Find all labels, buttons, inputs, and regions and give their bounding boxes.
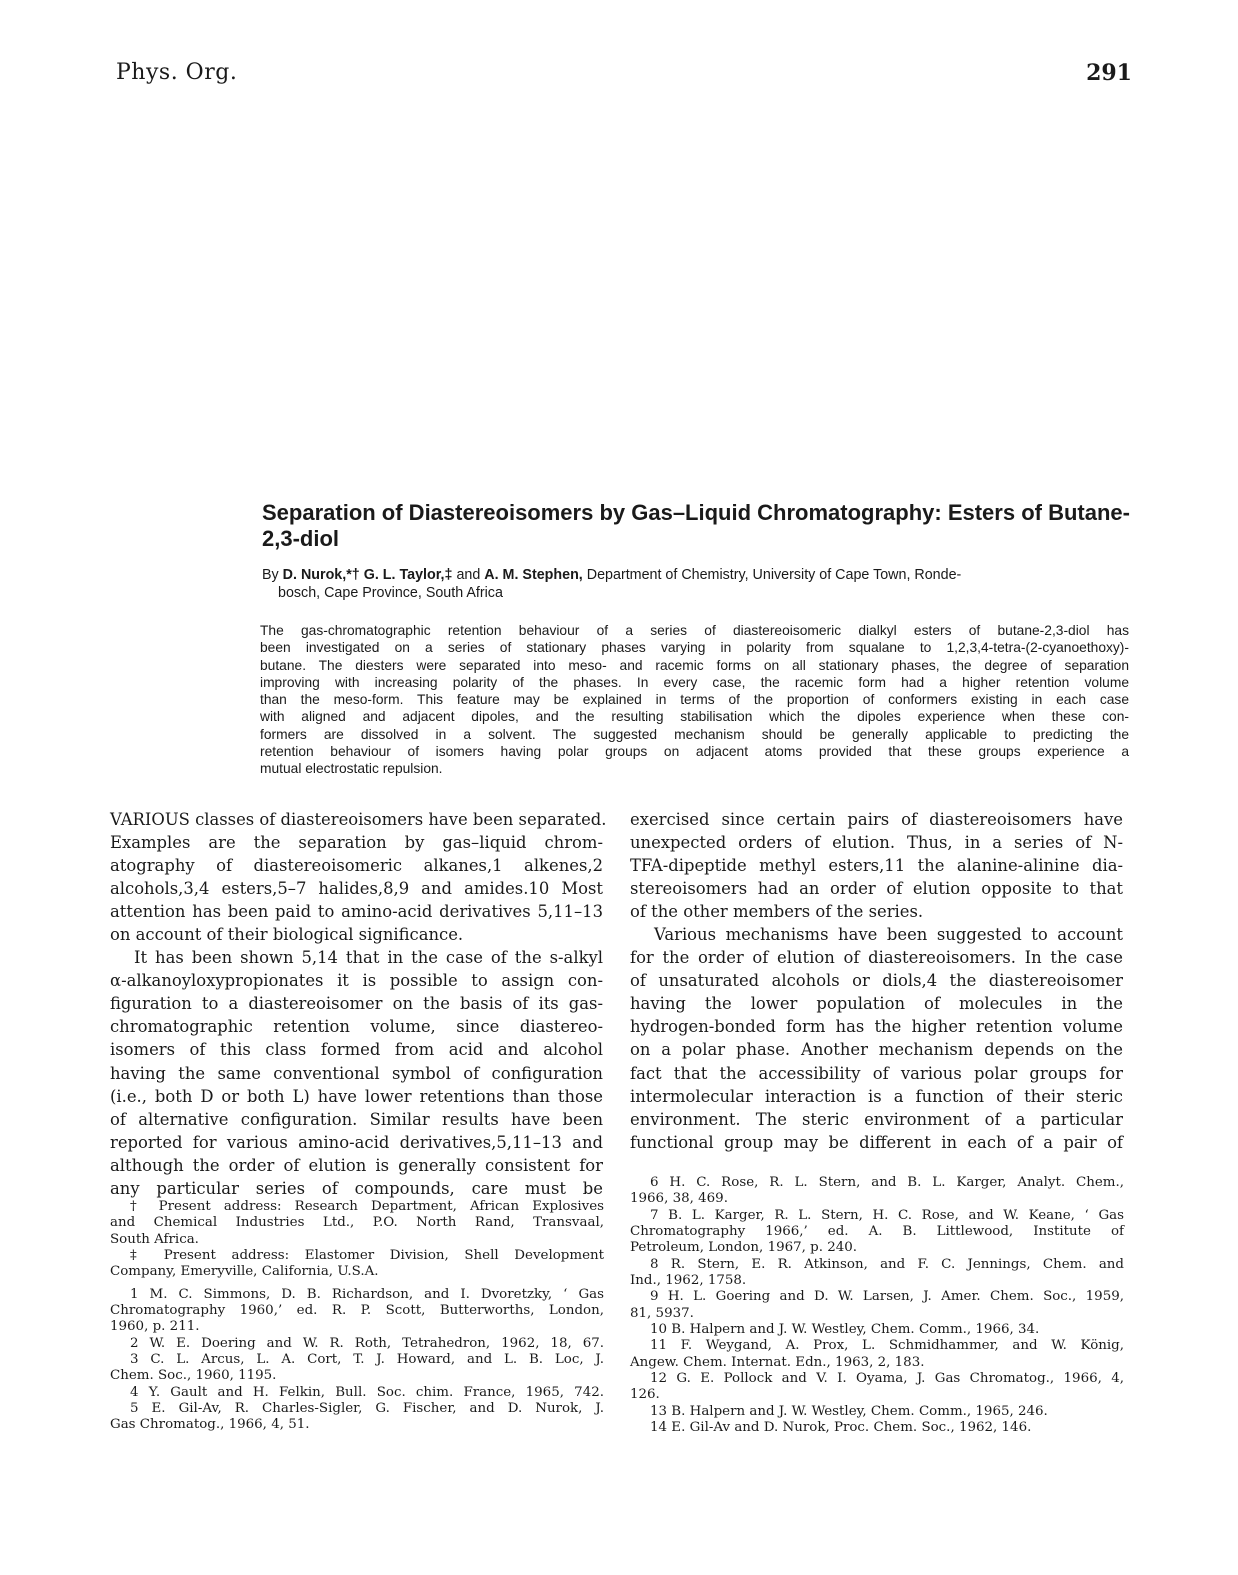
body-column-left xyxy=(110,808,607,1200)
abstract-line: improving with increasing polarity of the phases. In every case, the racemic form had a higher retention volume xyxy=(260,674,1129,690)
abstract-line: butane. The diesters were separated into meso- and racemic forms on all stationary phases, the degree of separation xyxy=(260,657,1129,673)
footnotes-right xyxy=(630,1175,1124,1437)
body-line: alcohols,3,4 esters,5–7 halides,8,9 and amides.10 Most xyxy=(110,879,603,899)
body-line: although the order of elution is generally consistent for xyxy=(110,1155,603,1175)
body-line: It has been shown 5,14 that in the case of the s-alkyl xyxy=(134,948,603,968)
body-line: unexpected orders of elution. Thus, in a series of N- xyxy=(630,833,1123,853)
body-line: α-alkanoyloxypropionates it is possible to assign con- xyxy=(110,971,603,991)
body-line: any particular series of compounds, care must be xyxy=(110,1178,603,1198)
body-line: on a polar phase. Another mechanism depends on the xyxy=(630,1040,1123,1060)
abstract xyxy=(260,622,1129,778)
body-line: of alternative configuration. Similar results have been xyxy=(110,1109,603,1129)
reference-line: 11 F. Weygand, A. Prox, L. Schmidhammer, and W. König, xyxy=(650,1338,1124,1354)
reference-line: 13 B. Halpern and J. W. Westley, Chem. Comm., 1965, 246. xyxy=(650,1403,1048,1419)
footnote-line: South Africa. xyxy=(110,1231,199,1247)
body-line: having the same conventional symbol of configuration xyxy=(110,1063,603,1083)
abstract-line: than the meso-form. This feature may be explained in terms of the proportion of conformers existing in each case xyxy=(260,692,1129,708)
reference-line: 12 G. E. Pollock and V. I. Oyama, J. Gas Chromatog., 1966, 4, xyxy=(650,1371,1124,1387)
abstract-line: The gas-chromatographic retention behaviour of a series of diastereoisomeric dialkyl esters of butane-2,3-diol has xyxy=(260,623,1129,638)
abstract-line: formers are dissolved in a solvent. The suggested mechanism should be generally applicable to predicting the xyxy=(260,726,1129,742)
reference-line: 1960, p. 211. xyxy=(110,1319,200,1335)
body-line: Examples are the separation by gas–liquid chrom- xyxy=(110,833,603,853)
reference-line: 9 H. L. Goering and D. W. Larsen, J. Amer. Chem. Soc., 1959, xyxy=(650,1289,1124,1305)
body-line: of unsaturated alcohols or diols,4 the diastereoisomer xyxy=(630,971,1123,991)
byline-and: and xyxy=(456,567,481,583)
body-line: intermolecular interaction is a function of their steric xyxy=(630,1086,1123,1106)
reference-line: 7 B. L. Karger, R. L. Stern, H. C. Rose, and W. Keane, ‘ Gas xyxy=(650,1207,1124,1223)
body-line: TFA-dipeptide methyl esters,11 the alanine-alinine dia- xyxy=(630,856,1123,876)
footnote-line: Company, Emeryville, California, U.S.A. xyxy=(110,1264,379,1280)
abstract-line: with aligned and adjacent dipoles, and the resulting stabilisation which the dipoles experience when these con- xyxy=(260,709,1129,725)
reference-line: 6 H. C. Rose, R. L. Stern, and B. L. Karger, Analyt. Chem., xyxy=(650,1175,1124,1190)
reference-line: 3 C. L. Arcus, L. A. Cort, T. J. Howard, and L. B. Loc, J. xyxy=(130,1352,604,1368)
abstract-line: mutual electrostatic repulsion. xyxy=(260,761,443,777)
author-taylor: G. L. Taylor,‡ xyxy=(363,567,453,583)
reference-line: Chem. Soc., 1960, 1195. xyxy=(110,1368,277,1384)
body-line: Various mechanisms have been suggested to account xyxy=(654,925,1123,945)
article-title: Separation of Diastereoisomers by Gas–Liquid Chromatography: Esters of Butane-2,3-diol xyxy=(262,500,1130,551)
abstract-line: retention behaviour of isomers having polar groups on adjacent atoms provided that these groups experience a xyxy=(260,744,1129,760)
reference-line: Ind., 1962, 1758. xyxy=(630,1273,747,1289)
footnotes-left xyxy=(110,1199,604,1434)
body-line: fact that the accessibility of various polar groups for xyxy=(630,1063,1123,1083)
body-line: hydrogen-bonded form has the higher retention volume xyxy=(630,1017,1123,1037)
reference-line: 126. xyxy=(630,1387,660,1403)
byline xyxy=(262,566,1130,602)
reference-line: 1 M. C. Simmons, D. B. Richardson, and I. Dvoretzky, ‘ Gas xyxy=(130,1286,604,1302)
reference-line: 2 W. E. Doering and W. R. Roth, Tetrahedron, 1962, 18, 67. xyxy=(130,1335,604,1351)
body-line: for the order of elution of diastereoisomers. In the case xyxy=(630,948,1123,968)
reference-line: 4 Y. Gault and H. Felkin, Bull. Soc. chim. France, 1965, 742. xyxy=(130,1384,604,1400)
body-line: atography of diastereoisomeric alkanes,1 alkenes,2 xyxy=(110,856,603,876)
body-line: attention has been paid to amino-acid derivatives 5,11–13 xyxy=(110,902,603,922)
body-line: exercised since certain pairs of diastereoisomers have xyxy=(630,810,1123,829)
author-nurok: D. Nurok,*† xyxy=(282,567,360,583)
body-line: having the lower population of molecules in the xyxy=(630,994,1123,1014)
reference-line: Gas Chromatog., 1966, 4, 51. xyxy=(110,1417,310,1433)
body-line: environment. The steric environment of a particular xyxy=(630,1109,1123,1129)
body-line: chromatographic retention volume, since diastereo- xyxy=(110,1017,603,1037)
abstract-line: been investigated on a series of stationary phases varying in polarity from squalane to 1,2,3,4-tetra-(2-cyanoethoxy)- xyxy=(260,640,1129,656)
body-line: functional group may be different in each of a pair of xyxy=(630,1132,1123,1152)
page-number: 291 xyxy=(1086,60,1132,86)
affiliation: Department of Chemistry, University of Cape Town, Ronde- xyxy=(586,567,962,583)
body-line: on account of their biological significance. xyxy=(110,925,464,945)
footnote-line: and Chemical Industries Ltd., P.O. North Rand, Transvaal, xyxy=(110,1215,604,1231)
body-line: (i.e., both D or both L) have lower retentions than those xyxy=(110,1086,603,1106)
body-line: figuration to a diastereoisomer on the basis of its gas- xyxy=(110,994,603,1014)
byline-by: By xyxy=(262,567,279,583)
reference-line: Chromatography 1966,’ ed. A. B. Littlewood, Institute of xyxy=(630,1224,1124,1240)
reference-line: 8 R. Stern, E. R. Atkinson, and F. C. Jennings, Chem. and xyxy=(650,1256,1124,1272)
reference-line: 10 B. Halpern and J. W. Westley, Chem. Comm., 1966, 34. xyxy=(650,1322,1040,1338)
reference-line: 14 E. Gil-Av and D. Nurok, Proc. Chem. Soc., 1962, 146. xyxy=(650,1420,1032,1436)
reference-line: Petroleum, London, 1967, p. 240. xyxy=(630,1240,858,1256)
body-line: isomers of this class formed from acid and alcohol xyxy=(110,1040,603,1060)
footnote-line: ‡ Present address: Elastomer Division, Shell Development xyxy=(130,1248,604,1264)
footnote-line: † Present address: Research Department, African Explosives xyxy=(130,1199,604,1214)
author-stephen: A. M. Stephen, xyxy=(484,567,583,583)
reference-line: Angew. Chem. Internat. Edn., 1963, 2, 183. xyxy=(630,1354,925,1370)
reference-line: Chromatography 1960,’ ed. R. P. Scott, Butterworths, London, xyxy=(110,1303,604,1319)
affiliation-continued: bosch, Cape Province, South Africa xyxy=(278,585,503,601)
reference-line: 5 E. Gil-Av, R. Charles-Sigler, G. Fischer, and D. Nurok, J. xyxy=(130,1401,604,1417)
body-column-right xyxy=(630,808,1123,1154)
body-line: reported for various amino-acid derivatives,5,11–13 and xyxy=(110,1132,603,1152)
body-line: of the other members of the series. xyxy=(630,902,924,922)
reference-line: 1966, 38, 469. xyxy=(630,1191,728,1207)
running-head: Phys. Org. xyxy=(116,60,238,85)
body-line: VARIOUS classes of diastereoisomers have been separated. xyxy=(110,810,607,829)
body-line: stereoisomers had an order of elution opposite to that xyxy=(630,879,1123,899)
reference-line: 81, 5937. xyxy=(630,1305,694,1321)
